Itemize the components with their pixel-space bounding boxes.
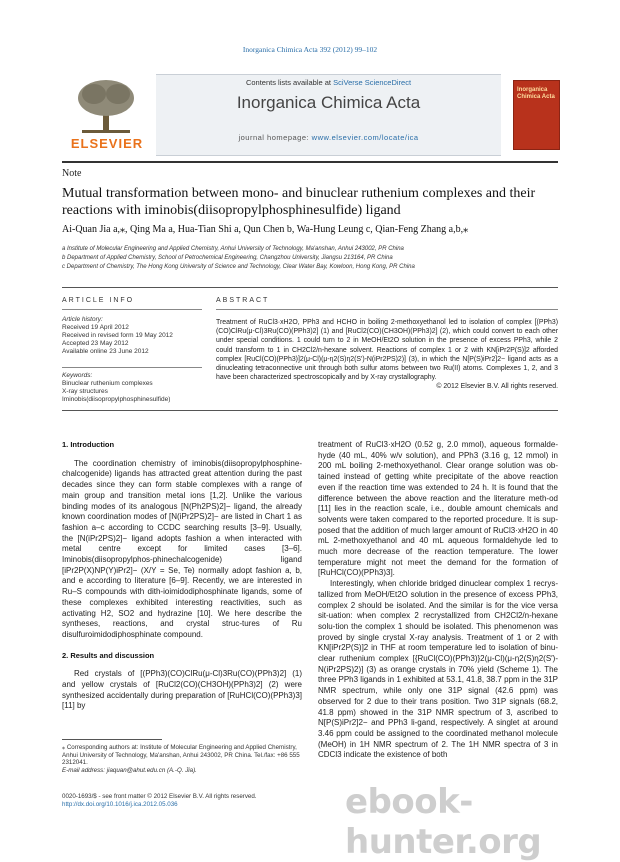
section-divider [62,287,558,288]
intro-heading: 1. Introduction [62,440,115,449]
keywords-label: Keywords: [62,372,93,379]
article-title: Mutual transformation between mono- and binuclear ruthenium complexes and their reactions with iminobis(diisopropylphosphinesulfide) ligand [62,186,536,218]
keyword-item: X-ray structures [62,388,108,395]
elsevier-logo [62,74,152,154]
author-list: Ai-Quan Jia a,⁎, Qing Ma a, Hua-Tian Shi a, Qun Chen b, Wa-Hung Leung c, Qian-Feng Zhang a,b,⁎ [62,224,469,235]
homepage-prefix: journal homepage: [238,133,312,142]
journal-header [156,74,501,156]
elsevier-tree-icon [74,76,138,136]
journal-cover-image [513,80,560,150]
history-item: Accepted 23 May 2012 [62,340,129,347]
contents-line [156,78,501,87]
sciencedirect-link[interactable]: SciVerse ScienceDirect [333,78,412,87]
header-divider [62,161,558,163]
right-paragraph-1: treatment of RuCl3·xH2O (0.52 g, 2.0 mmol), aqueous formalde-hyde (40 mL, 40% w/v solution), and PPh3 (3.16 g, 12 mmol) in 200 mL boiling 2-methoxyethanol. Clear orange solution was ob-tained instead of getting white precipitate of the above reaction even if the reaction time was extended to 24 h. It is found that the difference between the above reaction and the literature meth-od [11] lies in the reaction scale, i.e., double amount chemicals and solvents were taken compared to the reported procedure. It is sup-posed that the addition of much larger amount of RuCl3·xH2O in 40 mL 2-methoxyethanol and 40 mL aqueous formaldehyde led to much more decrease of the reaction temperature. The lower temperature might not meet the demand for the formation of [RuHCl(CO)(PPh3)3]. [318,440,558,578]
footnote [62,744,302,774]
article-info-rule [62,309,202,310]
journal-title: Inorganica Chimica Acta [236,93,421,112]
keywords-rule [62,367,202,368]
footnote-rule [62,739,162,740]
abstract-heading: ABSTRACT [216,297,270,304]
affiliation-c: c Department of Chemistry, The Hong Kong University of Science and Technology, Clear Water Bay, Kowloon, Hong Kong, PR China [62,264,415,270]
abstract-text [216,318,558,392]
keyword-item: Binuclear ruthenium complexes [62,380,153,387]
journal-homepage [156,133,501,142]
article-type: Note [62,168,82,179]
keyword-item: Iminobis(diisopropylphosphinesulfide) [62,396,171,403]
contents-prefix: Contents lists available at [245,78,334,87]
intro-paragraph: The coordination chemistry of iminobis(diisopropylphosphine-chalcogenide) ligands has attracted great attention during the past decades since they can form stable complexes with a range of main group and transition metal ions [1,2]. Unlike the various binding modes of its analogous [N(Ph2PS)2]− ligand, the already known coordination modes of [N(iPr2PS)2]− are listed in Chart 1 as fashion a–c according to CCDC searching results [3–9]. Usually, the [N(iPr2PS)2]− ligand adopts fashion a when interacted with metal centre except for limited cases [3–6]. Iminobis(diisopropylphos-phinechalcogenide) ligand [iPr2P(X)NP(Y)iPr2]− (X/Y = Se, Te) normally adopt fashion a, b, and e according to literature [6–9]. Recently, we are interested in Ru–S compounds with dith-ioimidodiphosphinate ligands, some of these complexes exhibited interesting reactivities, such as activating H2, SO2 and hydrazine [10]. We here describe the syntheses, reactions, and crystal struc-tures of Ru disulfuroimidodiphosphinate compound. [62,458,302,639]
left-column [62,440,302,712]
email-note[interactable]: E-mail address: jiaquan@ahut.edu.cn (A.-Q. Jia). [62,766,197,774]
corresponding-author-note: ⁎ Corresponding authors at: Institute of Molecular Engineering and Applied Chemistry, Anhui University of Technology, Ma'anshan, Anhui 243002, PR China. Tel./fax: +86 555 2312041. [62,744,300,767]
publisher-name: ELSEVIER [70,136,144,151]
doi-link[interactable]: http://dx.doi.org/10.1016/j.ica.2012.05.036 [62,801,178,808]
affiliation-a: a Institute of Molecular Engineering and Applied Chemistry, Anhui University of Technology, Ma'anshan, Anhui 243002, PR China [62,246,404,252]
affiliation-b: b Department of Applied Chemistry, School of Petrochemical Engineering, Changzhou University, Jiangsu 213164, PR China [62,255,393,261]
history-item: Received 19 April 2012 [62,324,129,331]
history-item: Received in revised form 19 May 2012 [62,332,173,339]
homepage-link[interactable]: www.elsevier.com/locate/ica [311,133,419,142]
journal-citation[interactable]: Inorganica Chimica Acta 392 (2012) 99–102 [242,45,378,54]
abstract-body: Treatment of RuCl3·xH2O, PPh3 and HCHO in boiling 2-methoxyethanol led to isolation of complex [(PPh3)(CO)ClRu(μ-Cl)3Ru(CO)(PPh3)2] (1) and [RuCl2(CO)(CH3OH)(PPh3)2] (2), which could convert to each other under special conditions. 1 could turn to 2 in MeOH/Et2O solution in the presence of excess PPh3, while 2 could transform to 1 in CH2Cl2/n-hexane solvent. Reactions of complex 1 or 2 with KN[iPr2P(S)]2 afforded complex [RuCl(CO)(PPh3)]2(μ-Cl)(μ-η2(S)η2(S′)-N(iPr2PS)2)] (3), in which the N[P(S)iPr2]2− ligand acts as a dinucleating tetraconnective unit through both sulfur atoms between two Ru(II) atoms. Complexes 1, 2, and 3 have been characterized spectroscopically and by X-ray crystallography. [216,319,558,382]
watermark: ebook-hunter.org [345,782,542,862]
results-paragraph: Red crystals of [(PPh3)(CO)ClRu(μ-Cl)3Ru(CO)(PPh3)2] (1) and yellow crystals of [RuCl2(CO)(CH3OH)(PPh3)2] (2) were synthesized accidentally during preparation of [RuHCl(CO)(PPh3)3] [11] by [62,669,302,711]
results-heading: 2. Results and discussion [62,650,155,660]
article-info-heading: ARTICLE INFO [62,297,135,304]
bottom-meta [62,793,302,809]
body-divider [62,410,558,411]
copyright: © 2012 Elsevier B.V. All rights reserved. [436,383,558,391]
history-item: Available online 23 June 2012 [62,348,149,355]
right-column [318,440,558,761]
issn-line: 0020-1693/$ - see front matter © 2012 Elsevier B.V. All rights reserved. [62,793,257,800]
abstract-rule [216,309,558,310]
cover-title: Inorganica Chimica Acta [517,87,555,100]
right-paragraph-2: Interestingly, when chloride bridged dinuclear complex 1 recrys-tallized from MeOH/Et2O solution in the presence of excess PPh3, complex 2 should be isolated. And the similar is for the vice versa sit-uation: when complex 2 recrystallized from CH2Cl2/n-hexane solu-tion the complex 1 should be isolated. This phenomenon was proved by single crystal X-ray analysis. Treatment of 1 or 2 with KN[iPr2P(S)]2 in THF at room temperature led to isolation of binu-clear ruthenium complex [{RuCl(CO)(PPh3)}2(μ-Cl)(μ-η2(S)η2(S′)-N(iPr2PS)2)] (3) as orange crystals in 70% yield (Scheme 1). The three PPh3 ligands in 1 exhibited at 53.1, 41.8, 38.7 ppm in the 31P NMR spectrum, while only one 31P signal (42.6 ppm) was observed for 2 due to their trans position. Two 31P signals (68.2, 41.8 ppm) showed in the 31P NMR spectrum of 3, ascribed to N[P(S)iPr2]2− and PPh3 li-gand, respectively. A singlet at around 3.46 ppm could be assigned to the coordinated methanol molecule (MeOH) in 1H NMR spectrum of 2. The 1H NMR spectra of 3 in CDCl3 indicate the existence of both [318,579,558,760]
history-label: Article history: [62,316,103,323]
